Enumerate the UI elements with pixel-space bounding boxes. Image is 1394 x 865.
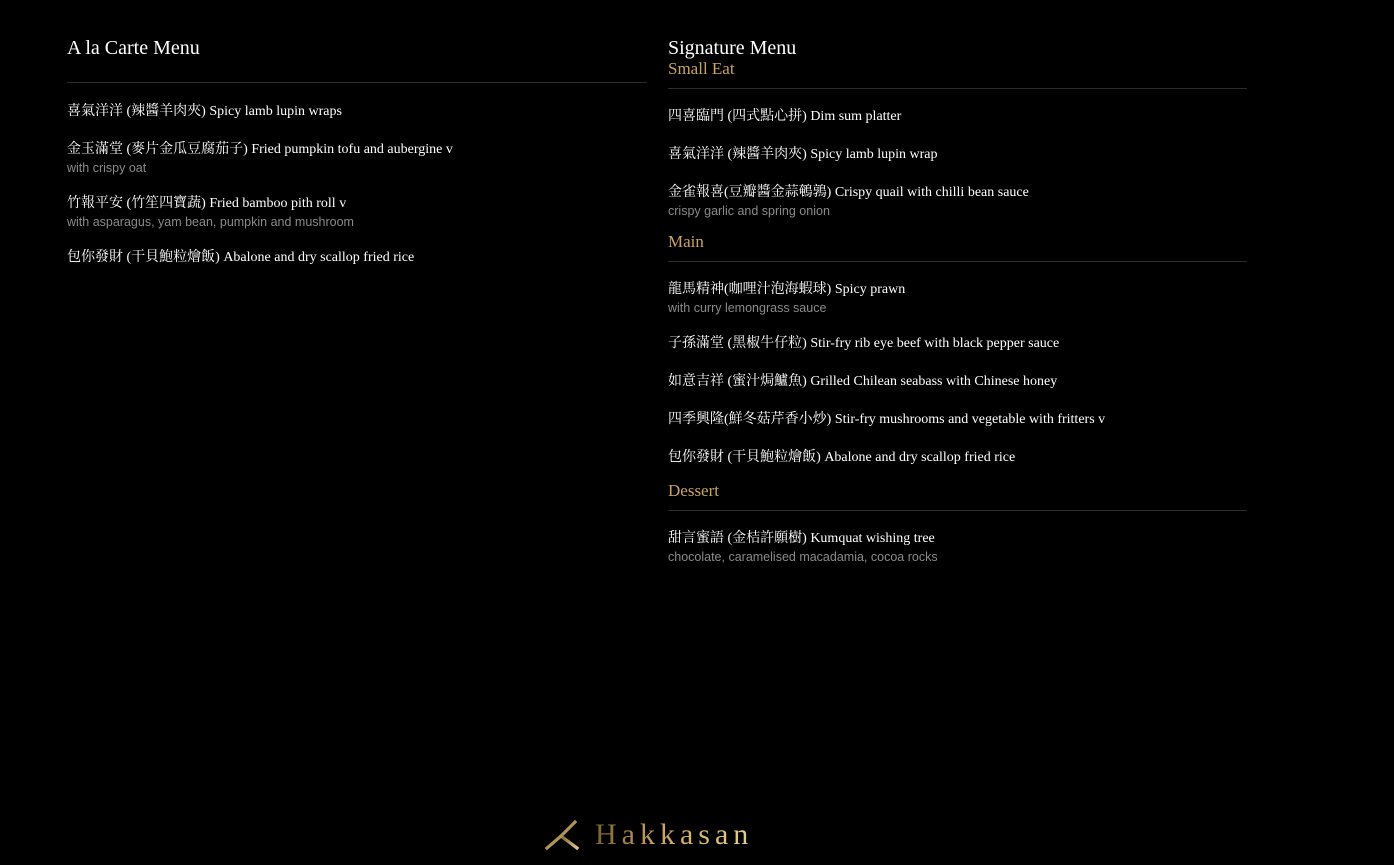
brand-footer [545, 815, 753, 855]
menu-item-name: 如意吉祥 (蜜汁焗鱸魚) Grilled Chilean seabass with Chinese honey [668, 374, 1058, 389]
menu-item-description: with asparagus, yam bean, pumpkin and mushroom [67, 215, 354, 229]
section-title: Main [668, 232, 704, 251]
menu-item [668, 372, 1247, 392]
menu-item-description: with curry lemongrass sauce [668, 301, 827, 315]
menu-item-name: 四喜臨門 (四式點心拼) Dim sum platter [668, 109, 902, 124]
section-title: Dessert [668, 481, 719, 500]
menu-item [67, 194, 647, 230]
brand-name: Hakkasan [595, 818, 754, 851]
menu-item [67, 140, 647, 176]
menu-item-name: 子孫滿堂 (黑椒牛仔粒) Stir-fry rib eye beef with black pepper sauce [668, 336, 1060, 351]
divider [668, 88, 1247, 89]
section-title: Small Eat [668, 59, 735, 78]
section-small-eat [668, 58, 1247, 219]
menu-item [67, 248, 647, 268]
divider [67, 82, 647, 83]
menu-item-name: 金雀報喜(豆瓣醬金蒜鵪鶉) Crispy quail with chilli bean sauce [668, 185, 1029, 200]
menu-item-name: 金玉滿堂 (麥片金瓜豆腐茄子) Fried pumpkin tofu and aubergine v [67, 142, 453, 157]
menu-item [67, 102, 647, 122]
menu-item-name: 喜氣洋洋 (辣醬羊肉夾) Spicy lamb lupin wrap [668, 147, 938, 162]
a-la-carte-menu [67, 36, 647, 286]
menu-item [668, 280, 1247, 316]
menu-item [668, 410, 1247, 430]
menu-item [668, 145, 1247, 165]
menu-item-description: with crispy oat [67, 161, 147, 175]
menu-item-name: 龍馬精神(咖哩汁泡海蝦球) Spicy prawn [668, 282, 906, 297]
section-main [668, 231, 1247, 468]
menu-item [668, 107, 1247, 127]
menu-item-name: 喜氣洋洋 (辣醬羊肉夾) Spicy lamb lupin wraps [67, 104, 342, 119]
menu-title: Signature Menu [668, 37, 797, 59]
menu-item-name: 竹報平安 (竹笙四寶蔬) Fried bamboo pith roll v [67, 196, 347, 211]
section-dessert [668, 480, 1247, 565]
menu-title: A la Carte Menu [67, 37, 200, 59]
menu-item [668, 529, 1247, 565]
hakkasan-logo-icon [545, 818, 581, 852]
menu-item-description: crispy garlic and spring onion [668, 204, 830, 218]
signature-menu [668, 36, 1247, 583]
menu-item-description: chocolate, caramelised macadamia, cocoa rocks [668, 550, 938, 564]
menu-item-name: 四季興隆(鮮冬菇芹香小炒) Stir-fry mushrooms and vegetable with fritters v [668, 412, 1106, 427]
menu-item-name: 甜言蜜語 (金桔許願樹) Kumquat wishing tree [668, 531, 935, 546]
menu-item [668, 448, 1247, 468]
menu-item-name: 包你發財 (干貝鮑粒燴飯) Abalone and dry scallop fried rice [67, 250, 415, 265]
menu-item-name: 包你發財 (干貝鮑粒燴飯) Abalone and dry scallop fried rice [668, 450, 1016, 465]
divider [668, 510, 1247, 511]
divider [668, 261, 1247, 262]
menu-item [668, 183, 1247, 219]
menu-item [668, 334, 1247, 354]
